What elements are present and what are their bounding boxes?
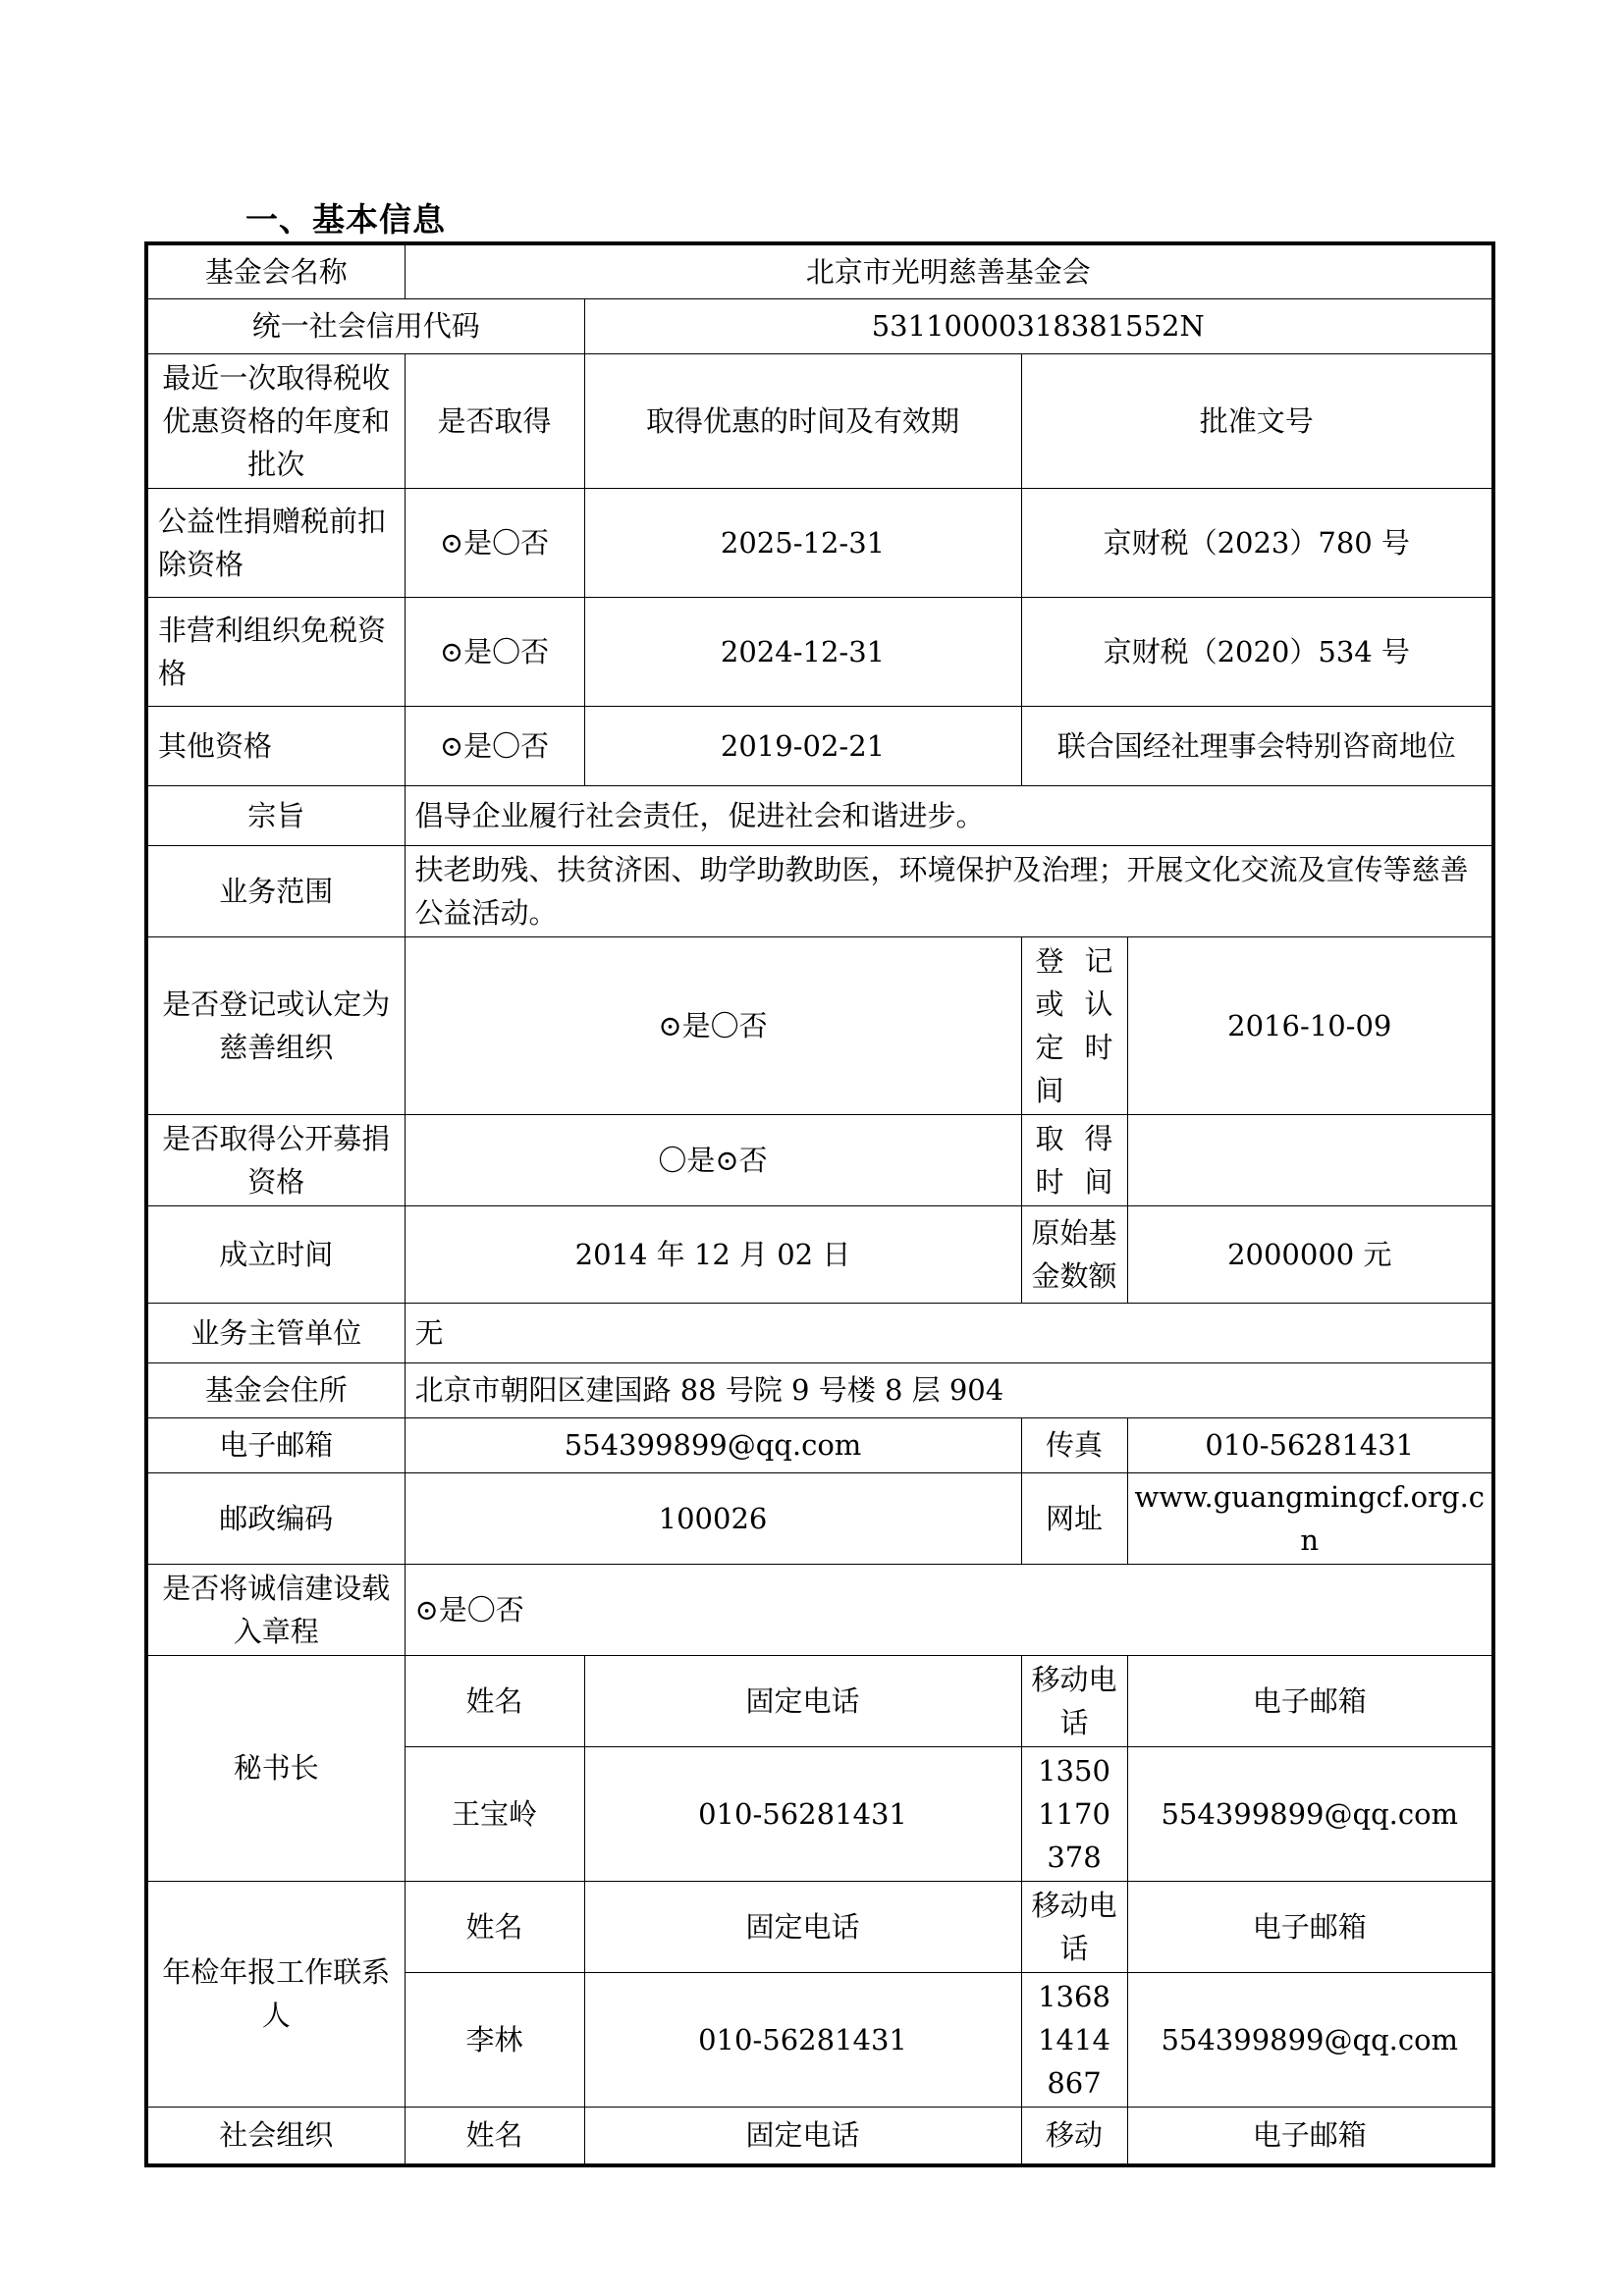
table-row (146, 1205, 1493, 1303)
tax-header-obtained: 是否取得 (405, 353, 584, 488)
foundation-name-label: 基金会名称 (146, 243, 405, 298)
fax-value: 010-56281431 (1127, 1417, 1493, 1472)
table-row (146, 1303, 1493, 1362)
foundation-name-value: 北京市光明慈善基金会 (405, 243, 1493, 298)
email-label: 电子邮箱 (146, 1417, 405, 1472)
established-value: 2014 年 12 月 02 日 (405, 1205, 1021, 1303)
tax-row-date: 2025-12-31 (584, 488, 1021, 597)
contact-header-mobile: 移动 (1021, 2107, 1127, 2165)
email-value: 554399899@qq.com (405, 1417, 1021, 1472)
integrity-value: ⊙是〇否 (405, 1564, 1493, 1655)
charity-label: 是否登记或认定为慈善组织 (146, 936, 405, 1114)
charity-date: 2016-10-09 (1127, 936, 1493, 1114)
tax-header-year: 最近一次取得税收优惠资格的年度和批次 (146, 353, 405, 488)
secretary-email: 554399899@qq.com (1127, 1746, 1493, 1881)
postal-label: 邮政编码 (146, 1472, 405, 1564)
credit-code-value: 53110000318381552N (584, 298, 1493, 353)
scope-label: 业务范围 (146, 845, 405, 936)
tax-row-obtained: ⊙是〇否 (405, 706, 584, 785)
public-fundraising-date-label: 取得时间 (1021, 1114, 1127, 1205)
purpose-label: 宗旨 (146, 785, 405, 845)
public-fundraising-label: 是否取得公开募捐资格 (146, 1114, 405, 1205)
contact-header-email: 电子邮箱 (1127, 1655, 1493, 1746)
charity-date-label: 登记或认定时间 (1021, 936, 1127, 1114)
tax-row-date: 2024-12-31 (584, 597, 1021, 706)
tax-row-label: 其他资格 (146, 706, 405, 785)
tax-row-doc: 京财税（2020）534 号 (1021, 597, 1493, 706)
table-row (146, 1881, 1493, 1972)
contact-header-phone: 固定电话 (584, 1881, 1021, 1972)
table-row (146, 488, 1493, 597)
address-value: 北京市朝阳区建国路 88 号院 9 号楼 8 层 904 (405, 1362, 1493, 1417)
credit-code-label: 统一社会信用代码 (146, 298, 584, 353)
contact-header-name: 姓名 (405, 2107, 584, 2165)
basic-info-table (144, 241, 1495, 2167)
tax-row-doc: 京财税（2023）780 号 (1021, 488, 1493, 597)
tax-row-doc: 联合国经社理事会特别咨商地位 (1021, 706, 1493, 785)
fund-value: 2000000 元 (1127, 1205, 1493, 1303)
section-title: 一、基本信息 (245, 200, 446, 239)
charity-value: ⊙是〇否 (405, 936, 1021, 1114)
annual-contact-name: 李林 (405, 1972, 584, 2107)
website-value: www.guangmingcf.org.cn (1127, 1472, 1493, 1564)
fund-label: 原始基金数额 (1021, 1205, 1127, 1303)
purpose-value: 倡导企业履行社会责任，促进社会和谐进步。 (405, 785, 1493, 845)
table-row (146, 298, 1493, 353)
contact-header-email: 电子邮箱 (1127, 1881, 1493, 1972)
social-org-label: 社会组织 (146, 2107, 405, 2165)
address-label: 基金会住所 (146, 1362, 405, 1417)
postal-value: 100026 (405, 1472, 1021, 1564)
table-row (146, 1114, 1493, 1205)
table-row (146, 1564, 1493, 1655)
tax-row-label: 公益性捐赠税前扣除资格 (146, 488, 405, 597)
table-row (146, 936, 1493, 1114)
established-label: 成立时间 (146, 1205, 405, 1303)
contact-header-name: 姓名 (405, 1881, 584, 1972)
website-label: 网址 (1021, 1472, 1127, 1564)
tax-row-obtained: ⊙是〇否 (405, 488, 584, 597)
annual-contact-label: 年检年报工作联系人 (146, 1881, 405, 2107)
annual-contact-mobile: 13681414867 (1021, 1972, 1127, 2107)
table-row (146, 353, 1493, 488)
contact-header-phone: 固定电话 (584, 2107, 1021, 2165)
table-row (146, 1417, 1493, 1472)
contact-header-email: 电子邮箱 (1127, 2107, 1493, 2165)
tax-row-obtained: ⊙是〇否 (405, 597, 584, 706)
tax-header-period: 取得优惠的时间及有效期 (584, 353, 1021, 488)
tax-header-doc: 批准文号 (1021, 353, 1493, 488)
table-row (146, 785, 1493, 845)
supervisor-label: 业务主管单位 (146, 1303, 405, 1362)
secretary-phone: 010-56281431 (584, 1746, 1021, 1881)
table-row (146, 2107, 1493, 2165)
contact-header-phone: 固定电话 (584, 1655, 1021, 1746)
secretary-name: 王宝岭 (405, 1746, 584, 1881)
annual-contact-email: 554399899@qq.com (1127, 1972, 1493, 2107)
table-row (146, 706, 1493, 785)
integrity-label: 是否将诚信建设载入章程 (146, 1564, 405, 1655)
table-row (146, 845, 1493, 936)
contact-header-mobile: 移动电话 (1021, 1655, 1127, 1746)
annual-contact-phone: 010-56281431 (584, 1972, 1021, 2107)
contact-header-name: 姓名 (405, 1655, 584, 1746)
contact-header-mobile: 移动电话 (1021, 1881, 1127, 1972)
table-row (146, 243, 1493, 298)
supervisor-value: 无 (405, 1303, 1493, 1362)
tax-row-date: 2019-02-21 (584, 706, 1021, 785)
secretary-label: 秘书长 (146, 1655, 405, 1881)
table-row (146, 1472, 1493, 1564)
secretary-mobile: 13501170378 (1021, 1746, 1127, 1881)
fax-label: 传真 (1021, 1417, 1127, 1472)
public-fundraising-date (1127, 1114, 1493, 1205)
table-row (146, 597, 1493, 706)
table-row (146, 1655, 1493, 1746)
scope-value: 扶老助残、扶贫济困、助学助教助医，环境保护及治理；开展文化交流及宣传等慈善公益活动。 (405, 845, 1493, 936)
public-fundraising-value: 〇是⊙否 (405, 1114, 1021, 1205)
table-row (146, 1362, 1493, 1417)
tax-row-label: 非营利组织免税资格 (146, 597, 405, 706)
